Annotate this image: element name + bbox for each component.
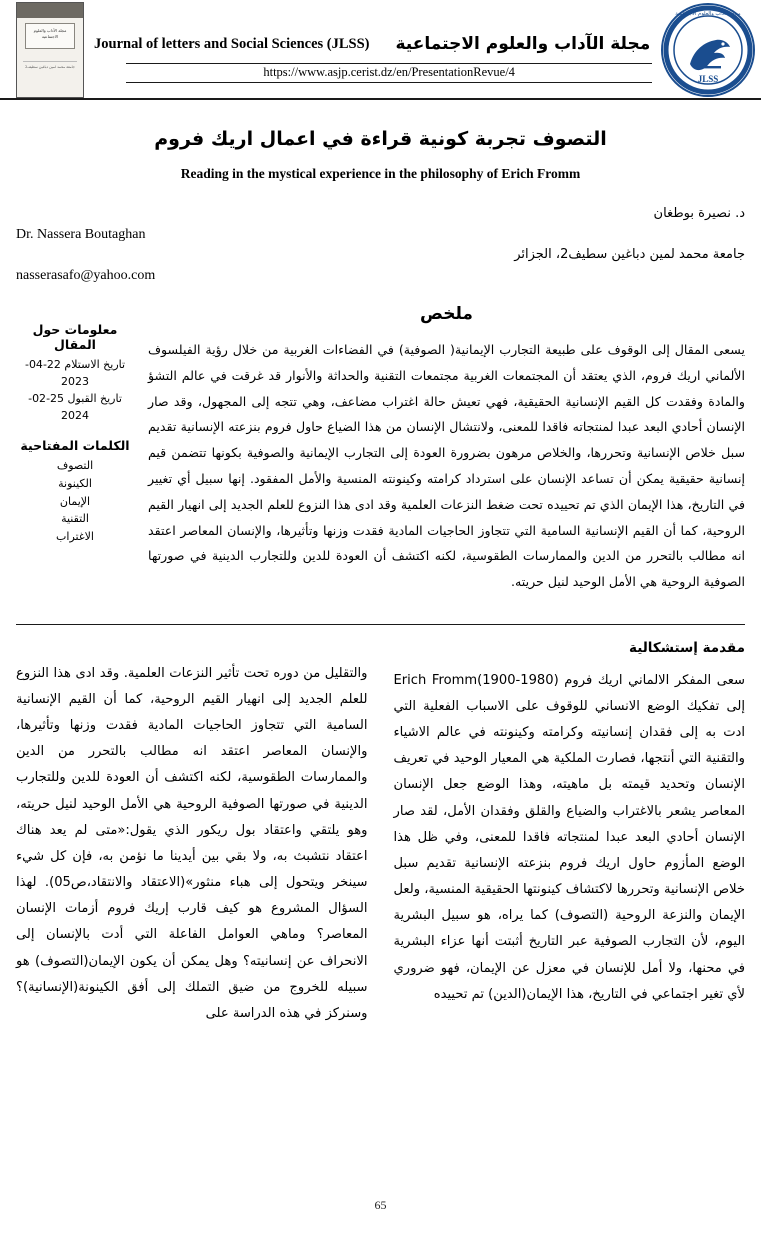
- cover-top-band: [17, 3, 83, 18]
- journal-seal-logo: [660, 2, 756, 98]
- journal-title-en: Journal of letters and Social Sciences (JLSS): [94, 35, 370, 52]
- article-info-heading: معلومات حول المقال: [32, 322, 118, 353]
- article-info-sidebar: [16, 304, 134, 607]
- journal-cover-thumbnail: [16, 2, 84, 98]
- keywords-heading: الكلمات المفتاحية: [20, 438, 130, 454]
- received-date: تاريخ الاستلام 22-04-2023: [24, 358, 126, 389]
- page-header: [0, 0, 761, 100]
- page-number: 65: [374, 1198, 387, 1212]
- section-divider: [16, 624, 745, 625]
- abstract-main: [148, 304, 745, 607]
- column-right: [394, 635, 746, 1028]
- author-name-ar: د. نصيرة بوطغان: [653, 206, 745, 221]
- keyword-item: الكينونة: [58, 477, 92, 491]
- author-email[interactable]: nasserasafo@yahoo.com: [16, 268, 156, 284]
- column-left: [16, 635, 368, 1028]
- author-affiliation-ar: جامعة محمد لمين دباغين سطيف2، الجزائر: [514, 247, 745, 263]
- keyword-item: التقنية: [61, 512, 89, 526]
- header-center: [84, 0, 660, 83]
- section-heading: مقدمة إستشكالية: [629, 639, 745, 656]
- author-block: [0, 204, 761, 286]
- body-paragraph-left: والتقليل من دوره تحت تأثير النزعات العلمية. وقد ادى هذا النزوع للعلم الجديد إلى انهيار القيم الروحية، كما أن القيم الإنسانية السامية التي تتجاوز الحاجيات المادية فقدت وزنها وتأثيرها، والإنسان المعاصر اعتقد انه مطالب بالتحرر من الدين والممارسات الطقوسية، لكنه اكتشف أن العودة للدين وللتجارب الدينية في صورتها الصوفية الروحية هي الأمل الوحيد لنيل حريته، وهو يلتقي واعتقاد بول ريكور الذي يقول:«متى لم يعد هناك اعتقاد نتشبث به، ولا بقي بين أيدينا ما نؤمن به، فإن كل شيء سينخر ويتحول إلى هباء منثور»(الاعتقاد والانتقاد،ص05). لهذا السؤال المشروع هو كيف قارب إريك فروم أزمات الإنسان المعاصر؟ وماهي العوامل الفاعلة التي أدت بالإنسان إلى الانحراف عن إنسانيته؟ وهل يمكن أن يكون الإيمان(التصوف) هو سبيله للخروج من ضيق التملك إلى أفق الكينونة(الإنسانية)؟ وسنركز في هذه الدراسة على: [16, 665, 368, 1022]
- cover-title-box: مجلة الآداب والعلوم الاجتماعية: [25, 23, 75, 49]
- author-name-en: Dr. Nassera Boutaghan: [16, 227, 146, 243]
- article-title-en: Reading in the mystical experience in the philosophy of Erich Fromm: [180, 166, 581, 181]
- keyword-item: الإيمان: [59, 494, 91, 508]
- keywords-block: [16, 438, 134, 545]
- accepted-date: تاريخ القبول 25-02-2024: [28, 392, 122, 423]
- abstract-text: يسعى المقال إلى الوقوف على طبيعة التجارب الإيمانية( الصوفية) في الفضاءات الغربية من خلال رؤية الفيلسوف الألماني اريك فروم، الذي يعتقد أن المجتمعات الغربية مجتمعات التقنية والحداثة والأنوار قد غرقت في عالم التشؤ والمادة وفقدت كل القيم الإنسانية الحقيقية، فهي تعيش حالة اغتراب مضاعف، وهي تتجه إلى المجهول، وقد صار الإنسان أحادي البعد عبدا لمنتجاته فاقدا للمعنى، ولانتشال الإنسان من هذا الضياع حاول فروم بنزعته الإنسانية تقديم سبل خلاص الإنسانية وتحررها، والخلاص مرهون بضرورة العودة إلى التجارب الإيمانية والصوفية بكونها تتضمن قيم إنسانية حقيقية يمكن أن تساعد الإنسان على استرداد كرامته وكينونته المنسية والأمل المفقود. إنها سبيل أي تغيير في التاريخ، هذا الإيمان الذي تم تحييده تحت ضغط النزعات العلمية وقد ادى هذا النزوع للعلم الجديد إلى انهيار القيم الروحية، كما أن القيم الإنسانية السامية التي تتجاوز الحاجيات المادية فقدت وزنها وتأثيرها، والإنسان المعاصر اعتقد انه مطالب بالتحرر من الدين والممارسات الطقوسية، لكنه اكتشف أن العودة للدين وللتجارب الدينية في صورتها الصوفية الروحية هي الأمل الوحيد لنيل حريته.: [148, 341, 745, 590]
- keyword-item: الاغتراب: [56, 529, 94, 543]
- column-left-spacer: [16, 635, 368, 661]
- abstract-heading: ملخص: [420, 304, 473, 325]
- journal-title-ar: مجلة الآداب والعلوم الاجتماعية: [395, 34, 651, 54]
- keyword-item: التصوف: [56, 459, 94, 473]
- cover-footer-text: جامعة محمد لمين دباغين سطيف2: [23, 61, 77, 91]
- article-title-ar: التصوف تجربة كونية قراءة في اعمال اريك فروم: [154, 128, 607, 150]
- journal-url[interactable]: https://www.asjp.cerist.dz/en/PresentationRevue/4: [126, 63, 652, 83]
- journal-title-row: [84, 34, 660, 54]
- body-columns: [16, 635, 745, 1028]
- svg-text:JLSS: JLSS: [698, 74, 719, 84]
- abstract-section: [16, 304, 745, 607]
- svg-text:مجلة الآداب والعلوم الاجتماعية: مجلة الآداب والعلوم الاجتماعية: [675, 11, 741, 17]
- body-paragraph-right: سعى المفكر الالماني اريك فروم Erich Fromm(1900-1980) إلى تفكيك الوضع الانساني للوقوف على الاسباب الفعلية التي ادت به إلى فقدان إنسانيته وكرامته وكينونته في عالم الاشياء والتقنية التي أنتجها، فصارت الملكية هي المعيار الوحيد في تعريف الإنسان وتحديد قيمته بل ماهيته، وهذا الوضع جعل الإنسان المعاصر يشعر بالاغتراب والضياع والقلق وفقدان الأمل، لقد صار الإنسان أحادي البعد عبدا لمنتجاته فاقدا للمعنى، وفي ظل هذا الوضع المأزوم حاول اريك فروم بنزعته الإنسانية تقديم سبل خلاص الإنسانية وتحررها لاكتشاف كينونتها الحقيقية المنسية، ولعل الإيمان والنزعة الروحية (التصوف) كما يراه، هو سبيل البشرية اليوم، لأن التجارب الصوفية عبر التاريخ أثبتت أنها عزاء البشرية في محنها، ولا أمل للإنسان في معزل عن الإيمان، فهو ضروري لأي تغير اجتماعي في التاريخ، هذا الإيمان(الدين) تم تحييده: [393, 672, 745, 1002]
